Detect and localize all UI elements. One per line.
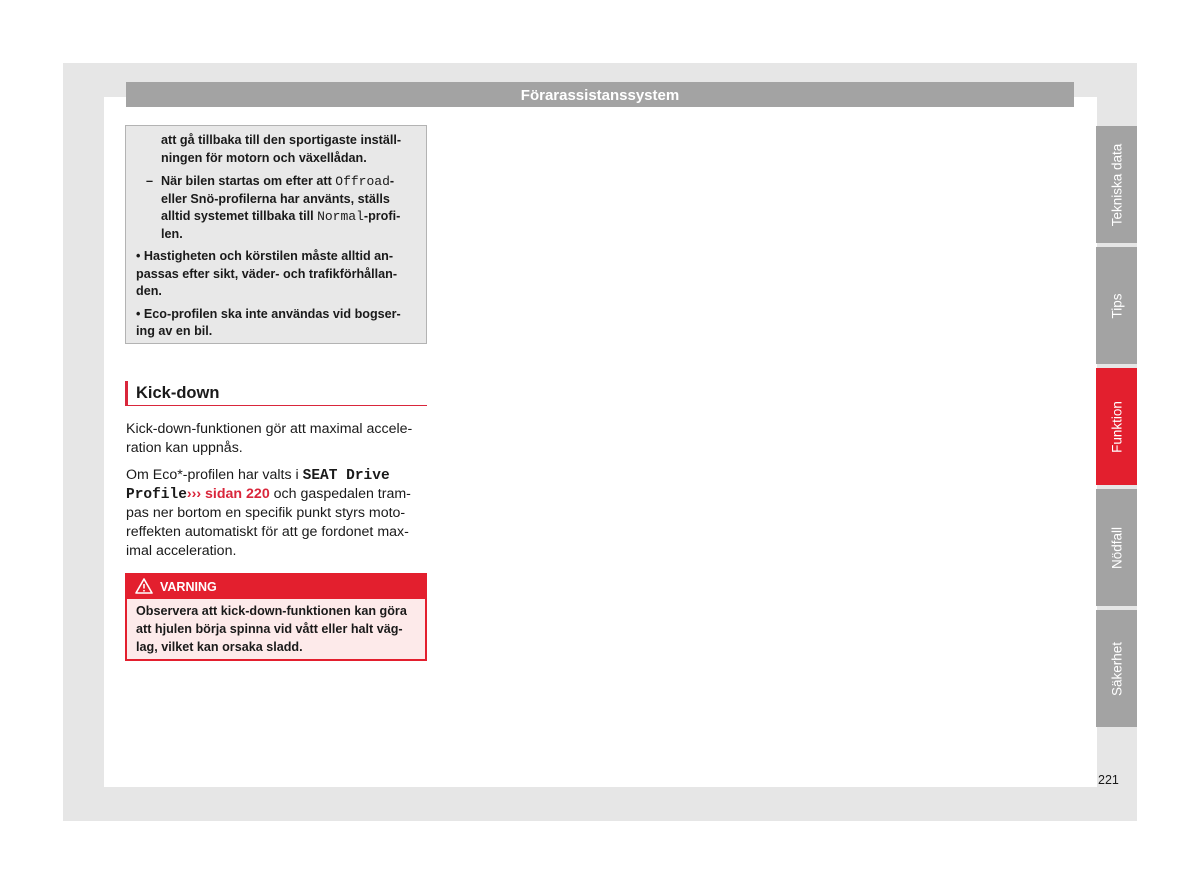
note-line: ningen för motorn och växellådan. <box>161 151 367 165</box>
note-line: att gå tillbaka till den sportigaste inställ- <box>161 133 402 147</box>
tab-sakerhet[interactable] <box>1096 610 1137 727</box>
note-line: När bilen startas om efter att Offroad- <box>161 174 395 189</box>
note-line: eller Snö-profilerna har använts, ställs <box>161 192 390 206</box>
warning-line: att hjulen börja spinna vid vått eller halt väg- <box>136 622 403 636</box>
warning-header <box>125 573 427 599</box>
page-reference-link[interactable]: ››› sidan 220 <box>186 486 270 502</box>
note-box <box>125 125 427 344</box>
body-line: reffekten automatiskt för att ge fordonet max- <box>126 524 409 540</box>
tab-label: Funktion <box>1109 400 1124 453</box>
body-line: imal acceleration. <box>126 543 237 559</box>
note-line: alltid systemet tillbaka till Normal-profi- <box>161 209 401 224</box>
tab-tekniska-data[interactable] <box>1096 126 1137 243</box>
tab-funktion[interactable] <box>1096 368 1137 485</box>
tab-label: Tips <box>1109 292 1124 319</box>
body-line: Kick-down-funktionen gör att maximal accele- <box>126 421 413 437</box>
tab-label: Säkerhet <box>1109 641 1124 696</box>
note-bullet-line: den. <box>136 284 162 298</box>
section-heading-kick-down: Kick-down <box>125 381 427 406</box>
tab-tips[interactable] <box>1096 247 1137 364</box>
tab-label: Nödfall <box>1109 526 1124 569</box>
note-bullet-line: passas efter sikt, väder- och trafikförhållan- <box>136 267 398 281</box>
warning-triangle-icon <box>135 578 153 594</box>
body-line: Om Eco*-profilen har valts i SEAT Drive <box>126 467 390 484</box>
note-bullet-line: • Hastigheten och körstilen måste alltid an- <box>136 249 394 263</box>
body-line: Profile››› sidan 220 och gaspedalen tram- <box>126 486 411 503</box>
warning-label: VARNING <box>160 580 217 594</box>
warning-body <box>125 599 427 661</box>
tab-nodfall[interactable] <box>1096 489 1137 606</box>
tab-label: Tekniska data <box>1109 143 1124 226</box>
note-dash: – <box>146 174 154 188</box>
body-line: pas ner bortom en specifik punkt styrs moto- <box>126 505 406 521</box>
page-number: 221 <box>1098 773 1119 787</box>
note-bullet-line: ing av en bil. <box>136 324 213 338</box>
note-line: len. <box>161 227 183 241</box>
chapter-header: Förarassistanssystem <box>126 82 1074 107</box>
note-bullet-line: • Eco-profilen ska inte användas vid bogser- <box>136 307 401 321</box>
warning-line: Observera att kick-down-funktionen kan göra <box>136 604 407 618</box>
warning-line: lag, vilket kan orsaka sladd. <box>136 640 303 654</box>
body-line: ration kan uppnås. <box>126 440 243 456</box>
